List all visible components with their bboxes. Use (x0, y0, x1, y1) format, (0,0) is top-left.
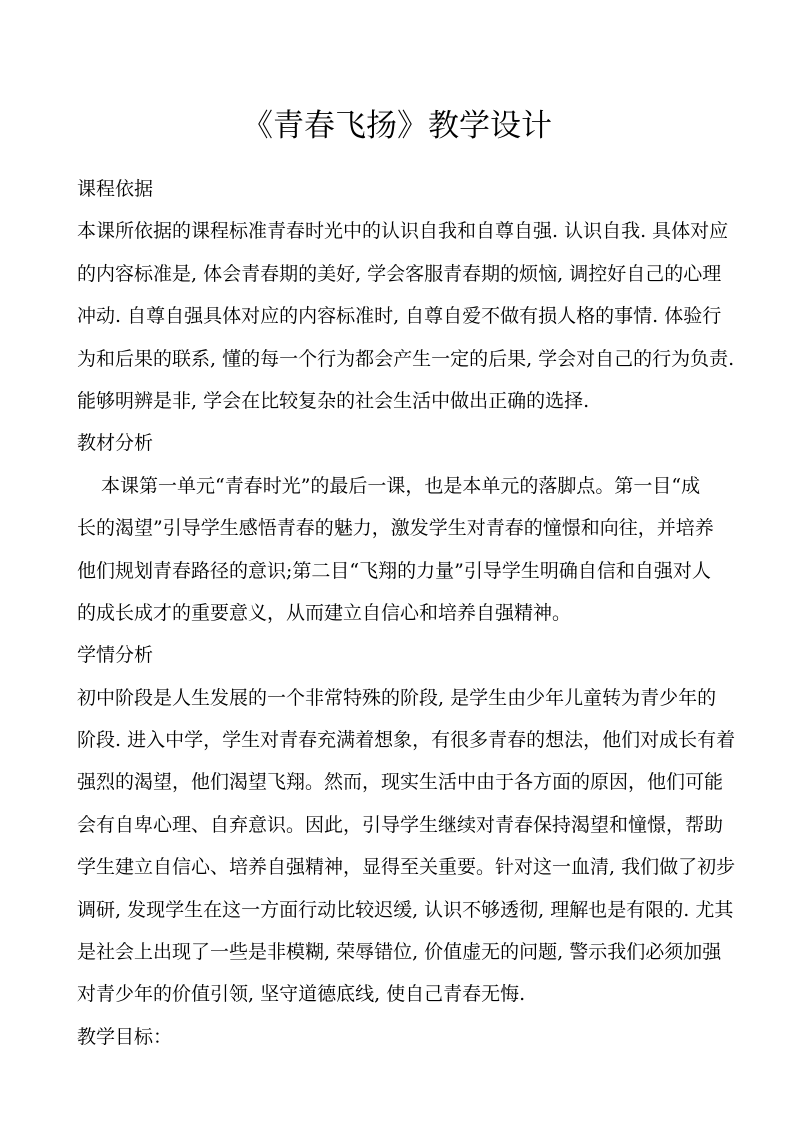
section-learner-analysis (77, 634, 736, 1016)
paragraph-line: 能够明辨是非, 学会在比较复杂的社会生活中做出正确的选择. (77, 389, 590, 412)
paragraph-line: 对青少年的价值引领, 坚守道德底线, 使自己青春无悔. (77, 983, 526, 1006)
paragraph-line: 调研, 发现学生在这一方面行动比较迟缓, 认识不够透彻, 理解也是有限的. 尤其 (77, 898, 734, 921)
paragraph-line: 初中阶段是人生发展的一个非常特殊的阶段, 是学生由少年儿童转为青少年的 (77, 686, 717, 709)
paragraph-line: 长的渴望”引导学生感悟青春的魅力，激发学生对青春的憧憬和向往，并培养 (77, 517, 714, 540)
paragraph-line: 冲动. 自尊自强具体对应的内容标准时, 自尊自爱不做有损人格的事情. 体验行 (77, 305, 722, 328)
paragraph-line: 本课第一单元“青春时光”的最后一课，也是本单元的落脚点。第一目“成 (101, 474, 701, 497)
document-title: 《青春飞扬》教学设计 (242, 108, 552, 144)
paragraph-line: 会有自卑心理、自弃意识。因此，引导学生继续对青春保持渴望和憧憬，帮助 (77, 813, 724, 836)
section-teaching-objectives (77, 1016, 722, 1058)
paragraph-line: 本课所依据的课程标准青春时光中的认识自我和自尊自强. 认识自我. 具体对应 (77, 220, 729, 243)
paragraph-line: 是社会上出现了一些是非模糊, 荣辱错位, 价值虚无的问题, 警示我们必须加强 (77, 941, 722, 964)
paragraph-line: 的成长成才的重要意义，从而建立自信心和培养自强精神。 (77, 601, 572, 624)
section-heading: 学情分析 (77, 644, 154, 667)
paragraph-line: 的内容标准是, 体会青春期的美好, 学会客服青春期的烦恼, 调控好自己的心理 (77, 262, 722, 285)
paragraph-line: 他们规划青春路径的意识;第二目“飞翔的力量”引导学生明确自信和自强对人 (77, 559, 711, 582)
section-textbook-analysis (77, 422, 722, 634)
section-heading: 教学目标： (77, 1025, 173, 1048)
section-heading: 教材分析 (77, 432, 154, 455)
paragraph-line: 强烈的渴望，他们渴望飞翔。然而，现实生活中由于各方面的原因，他们可能 (77, 771, 724, 794)
document-body (77, 168, 736, 1058)
section-curriculum-basis (77, 168, 735, 422)
section-heading: 课程依据 (77, 178, 154, 200)
paragraph-line: 为和后果的联系, 懂的每一个行为都会产生一定的后果, 学会对自己的行为负责. (77, 347, 735, 370)
paragraph-line: 阶段. 进入中学，学生对青春充满着想象，有很多青春的想法，他们对成长有着 (77, 729, 736, 752)
paragraph-line: 学生建立自信心、培养自强精神，显得至关重要。针对这一血清, 我们做了初步 (77, 856, 736, 879)
